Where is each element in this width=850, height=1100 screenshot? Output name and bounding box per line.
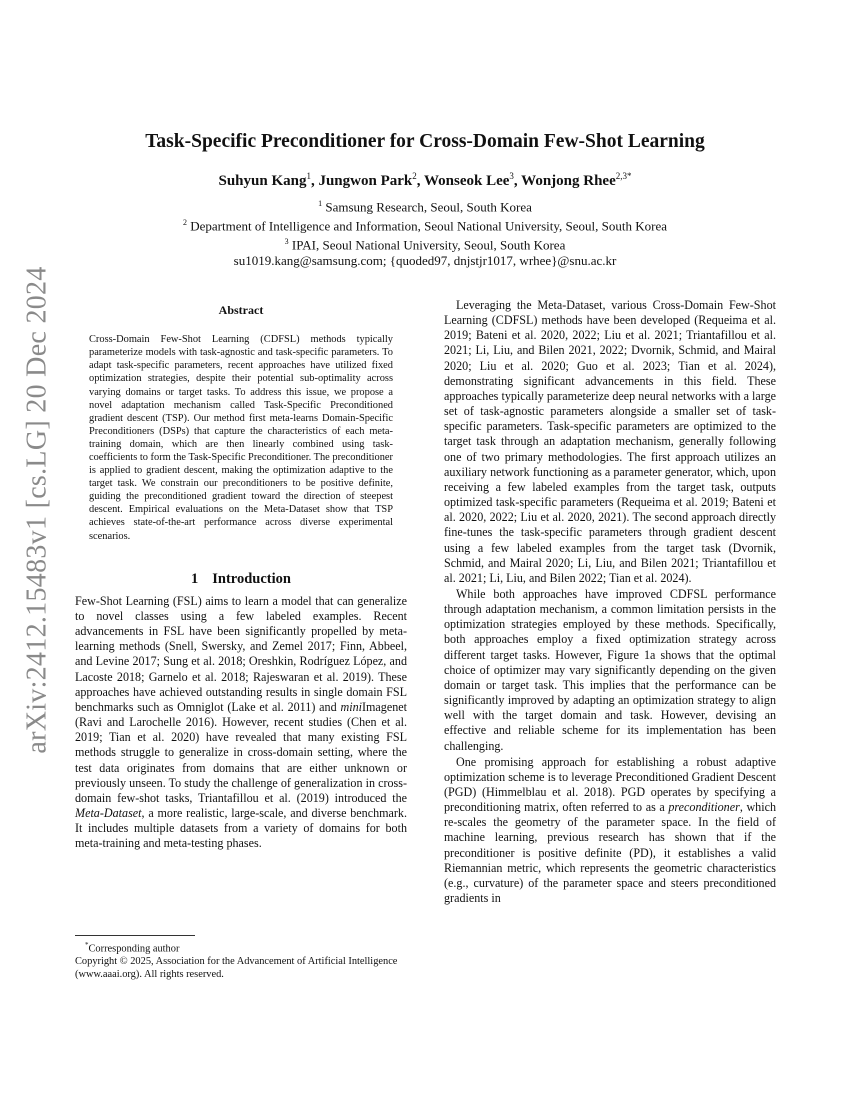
author-name: Wonseok Lee xyxy=(423,173,510,190)
footnotes xyxy=(75,935,407,981)
affiliation: $^1$ Samsung Research, Seoul, South Korea xyxy=(318,199,532,215)
section-heading-introduction xyxy=(75,572,407,587)
author-sup: 1 xyxy=(306,171,311,182)
right-column xyxy=(444,298,776,906)
author-name: Jungwon Park xyxy=(318,173,413,190)
abstract-body: Cross-Domain Few-Shot Learning (CDFSL) methods typically parameterize models with task-agnostic and task-specific parameters. To adapt task-specific parameters, recent approaches have utilized fixed optimization strategies, despite their potential sub-optimality across varying domains or target tasks. To address this issue, we propose a novel adaptation mechanism called Task-Specific Preconditioned gradient descent (TSP). Our method first meta-learns Domain-Specific Preconditioners (DSPs) that capture the characteristics of each meta-training domain, which are then linearly combined using task-coefficients to form the Task-Specific Preconditioner. The preconditioner is applied to gradient descent, making the optimization adaptive to the target task. We constrain our preconditioners to be positive definite, guiding the preconditioned gradient toward the direction of steepest descent. Empirical evaluations on the Meta-Dataset show that TSP achieves state-of-the-art performance across diverse experimental scenarios. xyxy=(89,334,393,542)
section-title: Introduction xyxy=(212,570,291,587)
footnote-divider xyxy=(75,935,195,936)
author-sup: 2,3* xyxy=(615,171,632,182)
author-list: Suhyun Kang$^1$, Jungwon Park$^2$, Wonseok Lee$^3$, Wonjong Rhee$^{2,3*}$ xyxy=(218,171,632,190)
affiliation: $^2$ Department of Intelligence and Information, Seoul National University, Seoul, South Korea xyxy=(182,218,668,234)
paper-title: Task-Specific Preconditioner for Cross-Domain Few-Shot Learning xyxy=(145,131,705,152)
paper-header xyxy=(90,130,760,268)
abstract-heading: Abstract xyxy=(218,303,264,317)
intro-paragraph: Few-Shot Learning (FSL) aims to learn a model that can generalize to novel classes using a few labeled examples. Recent advancements in FSL have been significantly propelled by meta-learning methods (Snell, Swersky, and Zemel 2017; Finn, Abbeel, and Levine 2017; Sung et al. 2018; Oreshkin, Rodríguez López, and Lacoste 2018; Garnelo et al. 2018; Rajeswaran et al. 2019). These approaches have achieved outstanding results in single domain FSL benchmarks such as Omniglot (Lake et al. 2011) and miniImagenet (Ravi and Larochelle 2016). However, recent studies (Chen et al. 2019; Tian et al. 2020) have revealed that many existing FSL methods struggle to generalize in cross-domain setting, where the test data originates from domains that are either unknown or previously unseen. To study the challenge of generalization in cross-domain few-shot tasks, Triantafillou et al. (2019) introduced the Meta-Dataset, a more realistic, large-scale, and diverse benchmark. It includes multiple datasets from a variety of domains for both meta-training and meta-testing phases. xyxy=(75,593,407,851)
arxiv-stamp-text: arXiv:2412.15483v1 [cs.LG] 20 Dec 2024 xyxy=(22,266,53,754)
author-sup: 3 xyxy=(509,171,514,182)
copyright-notice: Copyright © 2025, Association for the Advancement of Artificial Intelligence (www.aaai.org). All rights reserved. xyxy=(75,956,398,980)
author-emails: su1019.kang@samsung.com; {quoded97, dnjstjr1017, wrhee}@snu.ac.kr xyxy=(233,252,617,268)
author-name: Suhyun Kang xyxy=(218,173,307,190)
footnote-corresponding: *Corresponding author xyxy=(85,941,180,955)
section-number: 1 xyxy=(191,570,199,587)
body-paragraph: One promising approach for establishing a robust adaptive optimization scheme is to leverage Preconditioned Gradient Descent (PGD) (Himmelblau et al. 2018). PGD operates by specifying a preconditioning matrix, often referred to as a preconditioner, which re-scales the geometry of the parameter space. In the field of machine learning, previous research has shown that if the preconditioner is positive definite (PD), it establishes a valid Riemannian metric, which represents the geometric characteristics (e.g., curvature) of the parameter space and steers preconditioned gradients in xyxy=(444,754,776,906)
left-column xyxy=(75,298,407,851)
arxiv-stamp xyxy=(18,266,58,754)
author-name: Wonjong Rhee xyxy=(521,173,616,190)
body-paragraph: While both approaches have improved CDFSL performance through adaptation mechanism, a common limitation persists in the optimization strategies employed by these methods. Specifically, both approaches employ a fixed optimization strategy across different target tasks. However, Figure 1a shows that the optimal choice of optimizer may vary significantly depending on the given domain or target task. This implies that the performance can be significantly improved by adapting an optimization strategy to align well with the target domain and task. However, devising an effective and reliable scheme for its implementation has been challenging. xyxy=(444,586,776,753)
author-sup: 2 xyxy=(412,171,417,182)
affiliation: $^3$ IPAI, Seoul National University, Seoul, South Korea xyxy=(284,237,566,253)
body-paragraph: Leveraging the Meta-Dataset, various Cross-Domain Few-Shot Learning (CDFSL) methods have been developed (Requeima et al. 2019; Bateni et al. 2020, 2022; Liu et al. 2021; Triantafillou et al. 2021; Li, Liu, and Bilen 2021, 2022; Dvornik, Schmid, and Mairal 2020; Liu et al. 2020; Guo et al. 2023; Tian et al. 2024), demonstrating significant advancements in this field. These approaches typically parameterize deep neural networks with a large set of task-agnostic parameters alongside a smaller set of task-specific parameters. Task-specific parameters are optimized to the target task through an adaptation mechanism, generally following one of two primary methodologies. The first approach utilizes an auxiliary network functioning as a parameter generator, which, upon receiving a few labeled examples from the target task, outputs optimized task-specific parameters (Requeima et al. 2019; Bateni et al. 2020, 2022; Liu et al. 2020, 2021). The second approach directly fine-tunes the task-specific parameters through gradient descent using a few labeled examples from the target task (Dvornik, Schmid, and Mairal 2020; Li, Liu, and Bilen 2021; Triantafillou et al. 2021; Li, Liu, and Bilen 2022; Tian et al. 2024). xyxy=(444,298,776,585)
